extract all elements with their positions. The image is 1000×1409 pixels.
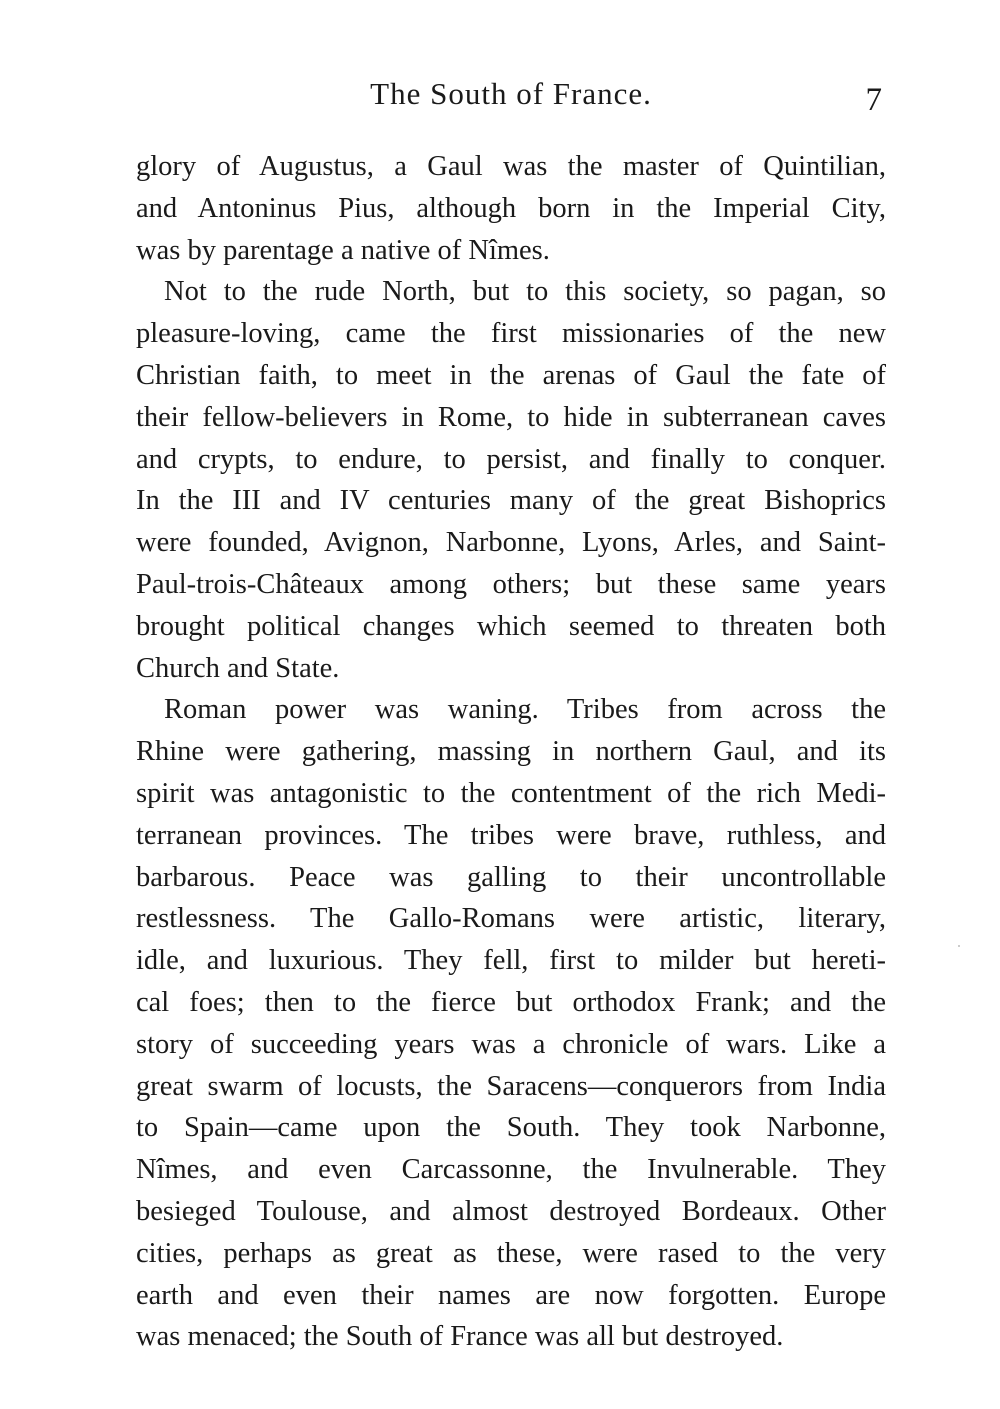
text-line: their fellow-believers in Rome, to hide in subterranean caves xyxy=(136,401,886,433)
text-line: Paul-trois-Châteaux among others; but these same years xyxy=(136,568,886,600)
page-number: 7 xyxy=(865,82,882,118)
text-line: and crypts, to endure, to persist, and finally to conquer. xyxy=(136,443,886,475)
text-line: was by parentage a native of Nîmes. xyxy=(136,234,550,266)
text-line: besieged Toulouse, and almost destroyed Bordeaux. Other xyxy=(136,1195,886,1227)
text-line: terranean provinces. The tribes were brave, ruthless, and xyxy=(136,819,886,851)
text-line: Church and State. xyxy=(136,652,340,684)
text-line: cal foes; then to the fierce but orthodox Frank; and the xyxy=(136,986,886,1018)
paragraph xyxy=(136,689,886,1358)
text-line: to Spain—came upon the South. They took Narbonne, xyxy=(136,1112,886,1144)
text-line: Rhine were gathering, massing in northern Gaul, and its xyxy=(136,736,886,768)
paragraph xyxy=(136,271,886,689)
body-text xyxy=(136,146,886,1358)
text-line: Not to the rude North, but to this society, so pagan, so xyxy=(164,276,886,308)
text-line: was menaced; the South of France was all but destroyed. xyxy=(136,1321,784,1353)
text-line: glory of Augustus, a Gaul was the master of Quintilian, xyxy=(136,151,886,182)
text-line: Nîmes, and even Carcassonne, the Invulnerable. They xyxy=(136,1154,886,1186)
text-line: barbarous. Peace was galling to their uncontrollable xyxy=(136,861,886,893)
text-line: great swarm of locusts, the Saracens—conquerors from India xyxy=(136,1070,886,1102)
text-line: cities, perhaps as great as these, were rased to the very xyxy=(136,1237,886,1269)
text-line: Roman power was waning. Tribes from across the xyxy=(164,694,886,726)
running-title: The South of France. xyxy=(370,76,652,111)
text-line: In the III and IV centuries many of the great Bishoprics xyxy=(136,485,886,517)
text-line: and Antoninus Pius, although born in the Imperial City, xyxy=(136,192,886,224)
text-line: Christian faith, to meet in the arenas of Gaul the fate of xyxy=(136,359,886,391)
text-line: were founded, Avignon, Narbonne, Lyons, Arles, and Saint- xyxy=(136,527,886,559)
text-line: earth and even their names are now forgotten. Europe xyxy=(136,1279,886,1311)
paragraph xyxy=(136,146,886,271)
text-line: spirit was antagonistic to the contentment of the rich Medi- xyxy=(136,777,886,809)
scan-speck xyxy=(958,945,960,947)
text-line: pleasure-loving, came the first missionaries of the new xyxy=(136,318,886,350)
text-line: story of succeeding years was a chronicle of wars. Like a xyxy=(136,1028,886,1060)
text-line: idle, and luxurious. They fell, first to milder but hereti- xyxy=(136,945,886,977)
text-line: restlessness. The Gallo-Romans were artistic, literary, xyxy=(136,903,886,935)
text-line: brought political changes which seemed to threaten both xyxy=(136,610,886,642)
running-head xyxy=(136,76,886,120)
